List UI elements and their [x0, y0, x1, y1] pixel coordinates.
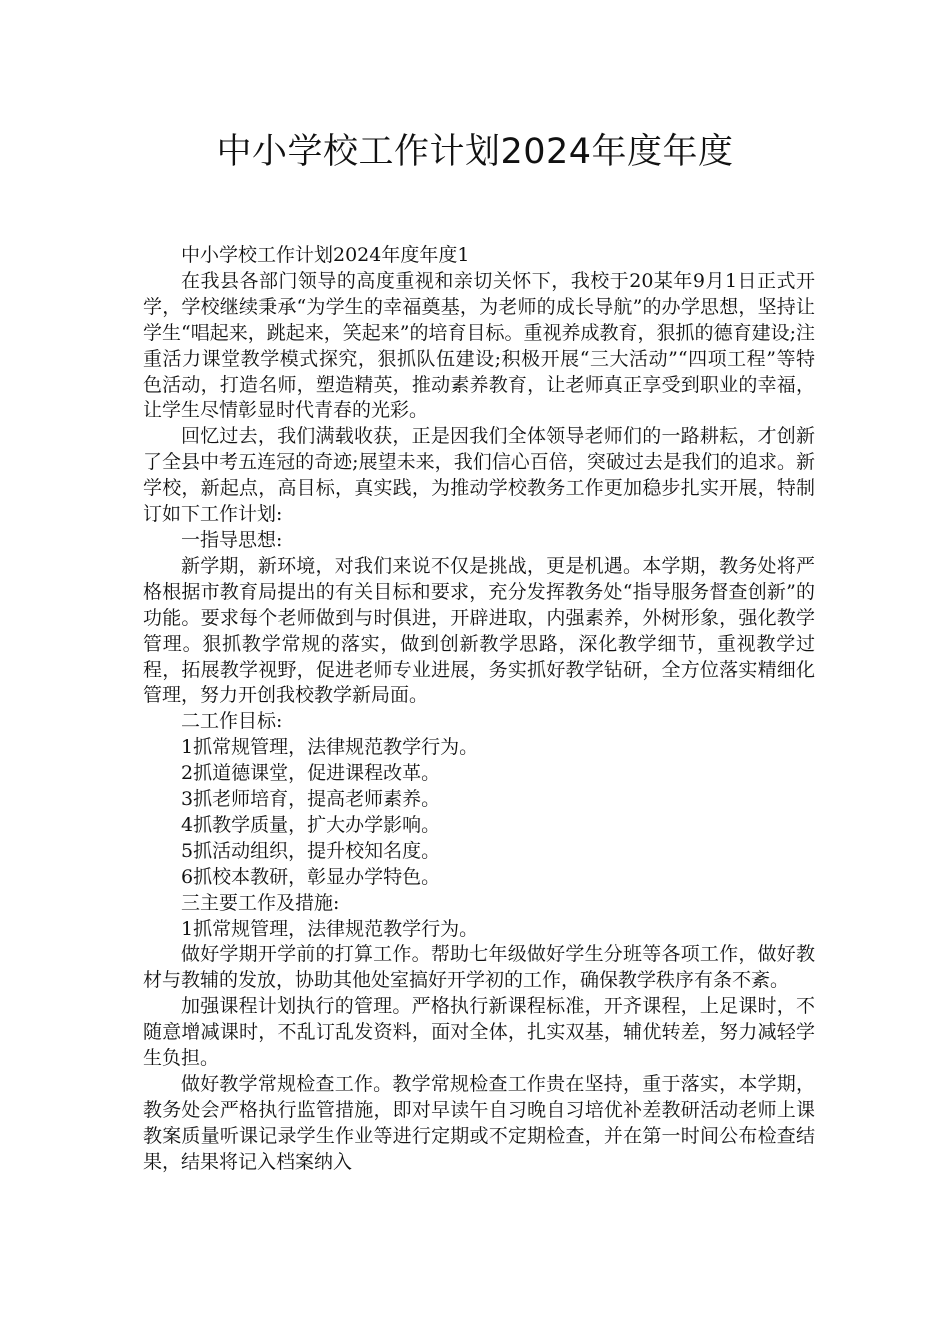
subsection-heading: 1抓常规管理，法律规范教学行为。	[181, 917, 479, 940]
paragraph-preparation: 做好学期开学前的打算工作。帮助七年级做好学生分班等各项工作，做好教材与教辅的发放，协助其他处室搞好开学初的工作，确保教学秩序有条不紊。	[143, 943, 815, 992]
goal-item: 5抓活动组织，提升校知名度。	[181, 839, 441, 862]
goal-item: 1抓常规管理，法律规范教学行为。	[181, 736, 479, 759]
goal-item: 4抓教学质量，扩大办学影响。	[181, 813, 441, 836]
goal-item: 6抓校本教研，彰显办学特色。	[181, 865, 441, 888]
section-heading-work-goals: 二工作目标:	[181, 710, 283, 733]
paragraph-review: 回忆过去，我们满载收获，正是因我们全体领导老师们的一路耕耘，才创新了全县中考五连冠的奇迹;展望未来，我们信心百倍，突破过去是我们的追求。新学校，新起点，高目标，真实践，为推动学校教务工作更加稳步扎实开展，特制订如下工作计划:	[143, 425, 815, 526]
goal-item: 3抓老师培育，提高老师素养。	[181, 788, 441, 811]
paragraph-guiding-thought: 新学期，新环境，对我们来说不仅是挑战，更是机遇。本学期，教务处将严格根据市教育局提出的有关目标和要求，充分发挥教务处“指导服务督查创新”的功能。要求每个老师做到与时俱进，开辟进取，内强素养，外树形象，强化教学管理。狠抓教学常规的落实，做到创新教学思路，深化教学细节，重视教学过程，拓展教学视野，促进老师专业进展，务实抓好教学钻研，全方位落实精细化管理，努力开创我校教学新局面。	[143, 554, 815, 707]
paragraph-curriculum: 加强课程计划执行的管理。严格执行新课程标准，开齐课程，上足课时，不随意增减课时，不乱订乱发资料，面对全体，扎实双基，辅优转差，努力减轻学生负担。	[143, 995, 815, 1070]
paragraph-inspection: 做好教学常规检查工作。教学常规检查工作贵在坚持，重于落实，本学期，教务处会严格执行监管措施，即对早读午自习晚自习培优补差教研活动老师上课教案质量听课记录学生作业等进行定期或不定期检查，并在第一时间公布检查结果，结果将记入档案纳入	[143, 1073, 815, 1173]
document-title: 中小学校工作计划2024年度年度	[216, 132, 734, 172]
section-heading-guiding-thought: 一指导思想:	[181, 528, 283, 551]
paragraph-subtitle: 中小学校工作计划2024年度年度1	[181, 244, 470, 266]
document-body	[143, 243, 815, 1176]
goal-item: 2抓道德课堂，促进课程改革。	[181, 762, 441, 785]
paragraph-intro: 在我县各部门领导的高度重视和亲切关怀下，我校于20某年9月1日正式开学，学校继续秉承“为学生的幸福奠基，为老师的成长导航”的办学思想，坚持让学生“唱起来，跳起来，笑起来”的培育目标。重视养成教育，狠抓的德育建设;注重活力课堂教学模式探究，狠抓队伍建设;积极开展“三大活动”“四项工程”等特色活动，打造名师，塑造精英，推动素养教育，让老师真正享受到职业的幸福，让学生尽情彰显时代青春的光彩。	[143, 269, 815, 422]
section-heading-main-work: 三主要工作及措施:	[181, 891, 340, 914]
